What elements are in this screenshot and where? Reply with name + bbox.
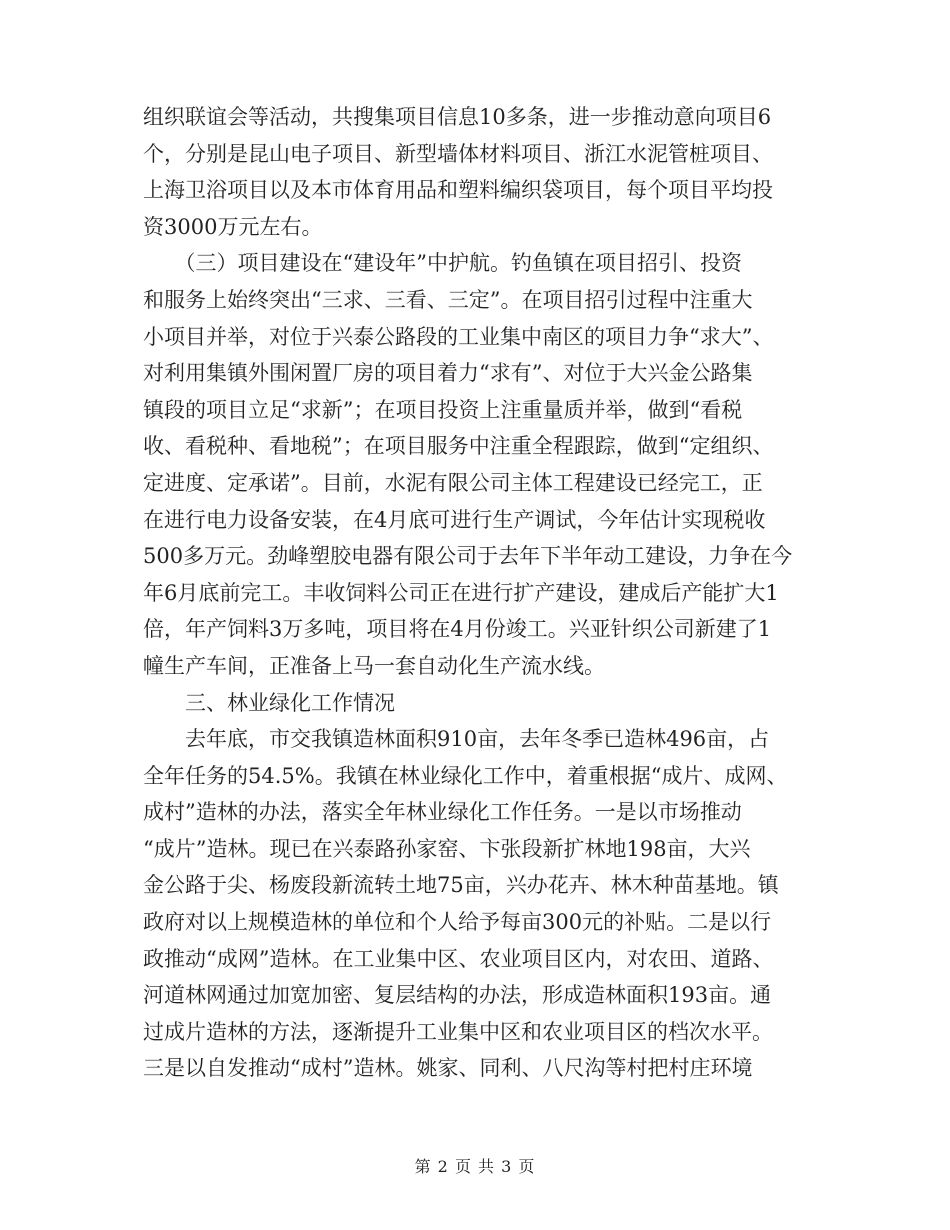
text-line: 资3000万元左右。 [143, 214, 323, 239]
text-line: 和服务上始终突出“三求、三看、三定”。在项目招引过程中注重大 [143, 287, 753, 312]
text-line: 去年底，市交我镇造林面积910亩，去年冬季已造林496亩，占 [143, 727, 770, 752]
document-body [143, 99, 808, 1087]
text-line: 金公路于尖、杨废段新流转土地75亩，兴办花卉、林木种苗基地。镇 [143, 873, 779, 898]
text-line: 组织联谊会等活动，共搜集项目信息10多条，进一步推动意向项目6 [143, 105, 772, 129]
text-line: 三是以自发推动“成村”造林。姚家、同利、八尺沟等村把村庄环境 [143, 1056, 753, 1081]
text-line: 收、看税种、看地税”；在项目服务中注重全程跟踪，做到“定组织、 [143, 434, 774, 459]
text-line: 在进行电力设备安装，在4月底可进行生产调试，今年估计实现税收 [143, 507, 766, 532]
page-footer: 第 2 页 共 3 页 [414, 1157, 536, 1176]
text-line: 小项目并举，对位于兴泰公路段的工业集中南区的项目力争“求大”、 [143, 324, 774, 349]
text-line: 成村”造林的办法，落实全年林业绿化工作任务。一是以市场推动 [143, 800, 742, 825]
text-line: “成片”造林。现已在兴泰路孙家窑、卞张段新扩林地198亩，大兴 [143, 836, 751, 861]
text-line: 过成片造林的方法，逐渐提升工业集中区和农业项目区的档次水平。 [143, 1019, 773, 1044]
text-line: 河道林网通过加宽加密、复层结构的办法，形成造林面积193亩。通 [143, 983, 772, 1008]
text-line: 500多万元。劲峰塑胶电器有限公司于去年下半年动工建设，力争在今 [143, 544, 793, 569]
text-line: （三）项目建设在“建设年”中护航。钓鱼镇在项目招引、投资 [143, 251, 742, 276]
text-line: 上海卫浴项目以及本市体育用品和塑料编织袋项目，每个项目平均投 [143, 178, 773, 203]
text-line: 政府对以上规模造林的单位和个人给予每亩300元的补贴。二是以行 [143, 910, 772, 935]
text-line: 全年任务的54.5%。我镇在林业绿化工作中，着重根据“成片、成网、 [143, 763, 788, 788]
text-line: 年6月底前完工。丰收饲料公司正在进行扩产建设，建成后产能扩大1 [143, 580, 779, 605]
text-line: 对利用集镇外围闲置厂房的项目着力“求有”、对位于大兴金公路集 [143, 361, 753, 386]
text-line: 三、林业绿化工作情况 [143, 690, 395, 715]
text-line: 定进度、定承诺”。目前，水泥有限公司主体工程建设已经完工，正 [143, 470, 763, 495]
text-line: 个，分别是昆山电子项目、新型墙体材料项目、浙江水泥管桩项目、 [143, 141, 773, 166]
text-line: 幢生产车间，正准备上马一套自动化生产流水线。 [143, 653, 605, 678]
text-line: 倍，年产饲料3万多吨，项目将在4月份竣工。兴亚针织公司新建了1 [143, 617, 772, 642]
text-line: 政推动“成网”造林。在工业集中区、农业项目区内，对农田、道路、 [143, 946, 774, 971]
text-line: 镇段的项目立足“求新”；在项目投资上注重量质并举，做到“看税 [143, 397, 743, 422]
